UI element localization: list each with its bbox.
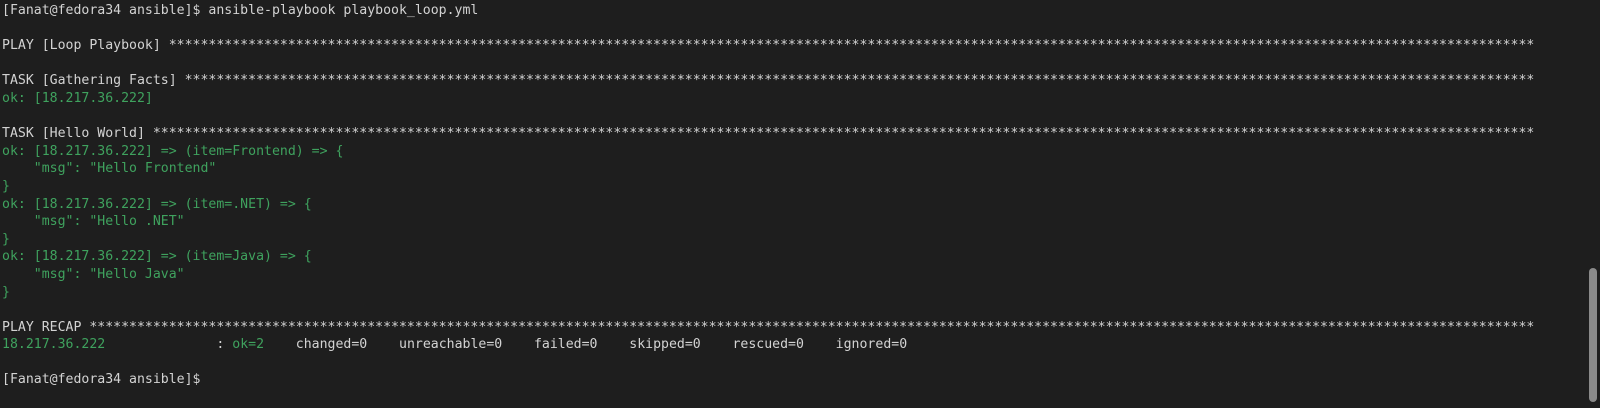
terminal-text: "msg": "Hello Java" (2, 266, 185, 282)
terminal-line (2, 125, 1584, 143)
terminal-text: ok: [18.217.36.222] => (item=Frontend) => { (2, 143, 344, 159)
terminal-line (2, 354, 1584, 372)
terminal-line (2, 336, 1584, 354)
terminal-line (2, 55, 1584, 73)
terminal-text: "msg": "Hello Frontend" (2, 161, 217, 177)
terminal-text: PLAY [Loop Playbook] **************************************************************************************************************************************************************************** (2, 38, 1535, 54)
terminal-text: "msg": "Hello .NET" (2, 214, 185, 230)
terminal-text: TASK [Gathering Facts] ************************************************************************************************************************************************************************** (2, 73, 1535, 89)
terminal-line (2, 2, 1584, 20)
terminal-line (2, 301, 1584, 319)
terminal-text: ok=2 (232, 337, 265, 353)
scrollbar-thumb[interactable] (1589, 268, 1597, 402)
terminal-text: TASK [Hello World] ****************************************************************************************************************************************************************************** (2, 126, 1535, 142)
terminal-text: } (2, 178, 10, 194)
terminal-line (2, 284, 1584, 302)
terminal-text: ok: [18.217.36.222] => (item=.NET) => { (2, 196, 312, 212)
terminal-text: changed=0 unreachable=0 failed=0 skipped=0 rescued=0 ignored=0 (264, 337, 908, 353)
terminal-line (2, 371, 1584, 389)
terminal-line (2, 231, 1584, 249)
terminal-line (2, 196, 1584, 214)
terminal-text: : (105, 337, 233, 353)
terminal-line (2, 90, 1584, 108)
terminal-text: ok: [18.217.36.222] => (item=Java) => { (2, 249, 312, 265)
terminal-line (2, 178, 1584, 196)
terminal-text: } (2, 231, 10, 247)
terminal-line (2, 266, 1584, 284)
terminal-line (2, 160, 1584, 178)
terminal-text: [Fanat@fedora34 ansible]$ (2, 372, 209, 388)
terminal-line (2, 108, 1584, 126)
terminal-text: ok: [18.217.36.222] (2, 90, 153, 106)
terminal-line (2, 143, 1584, 161)
vertical-scrollbar[interactable] (1586, 0, 1600, 408)
terminal-text: PLAY RECAP ************************************************************************************************************************************************************************************** (2, 319, 1535, 335)
terminal-output (2, 2, 1584, 389)
terminal-line (2, 72, 1584, 90)
terminal-line (2, 20, 1584, 38)
terminal-line (2, 319, 1584, 337)
terminal-text: [Fanat@fedora34 ansible]$ ansible-playbook playbook_loop.yml (2, 3, 479, 18)
terminal-line (2, 213, 1584, 231)
terminal-line (2, 248, 1584, 266)
terminal-text: } (2, 284, 10, 300)
terminal-line (2, 37, 1584, 55)
terminal-text: 18.217.36.222 (2, 337, 106, 353)
